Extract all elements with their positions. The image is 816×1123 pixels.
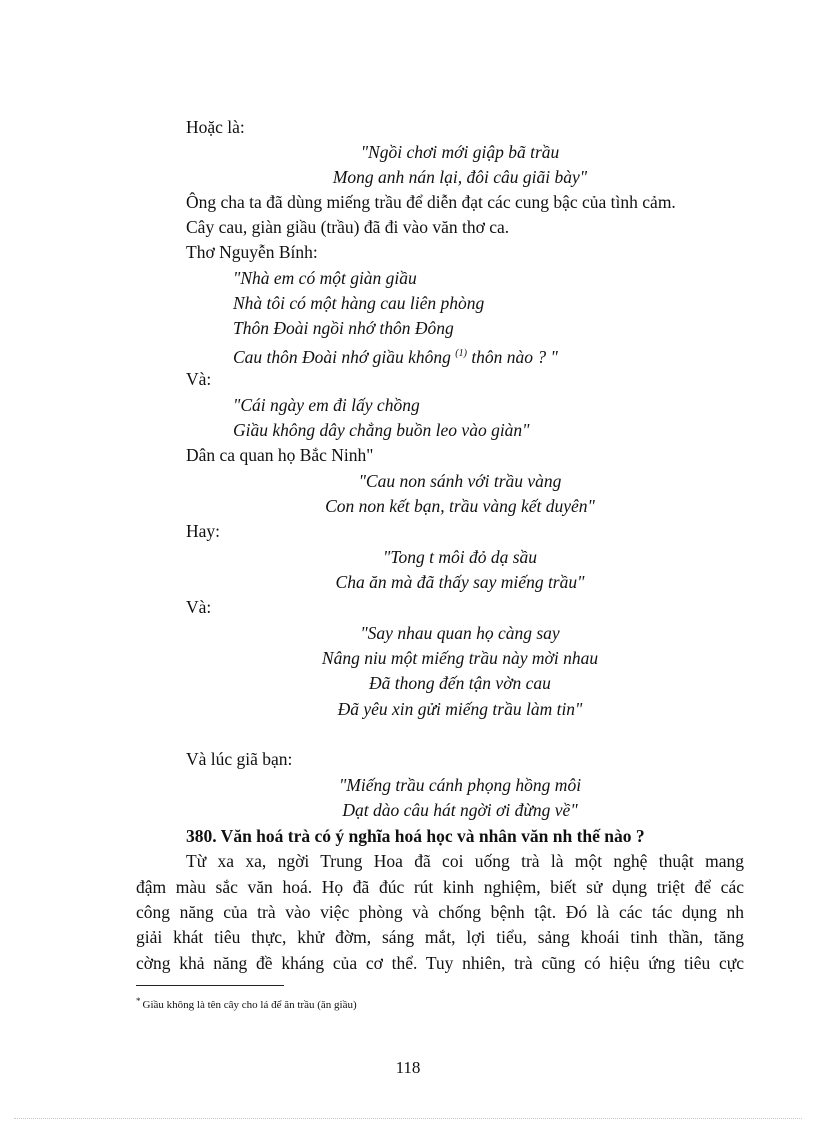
verse-line: Cha ăn mà đã thấy say miếng trầu" [335,572,585,592]
verse-line: "Tong t môi đỏ dạ sầu [382,547,538,567]
verse-line: "Miếng trầu cánh phọng hồng môi [338,775,582,795]
footnote [136,994,357,1012]
page-bottom-border [14,1118,802,1119]
verse-line: Mong anh nán lại, đôi câu giãi bày" [332,167,588,187]
verse-line: "Ngồi chơi mới giập bã trầu [360,142,560,162]
section-heading: 380. Văn hoá trà có ý nghĩa hoá học và nhân văn nh thế nào ? [186,826,645,846]
text-line-hoac-la: Hoặc là: [186,117,245,137]
verse-text: thôn nào ? " [471,347,558,367]
verse-line: "Cái ngày em đi lấy chồng [233,395,420,415]
verse-line: Nhà tôi có một hàng cau liên phòng [233,293,485,313]
verse-line: "Nhà em có một giàn giầu [233,268,417,288]
paragraph-line: giải khát tiêu thực, khử đờm, sáng mắt, lợi tiểu, sảng khoái tinh thần, tăng [136,927,744,947]
verse-line: "Say nhau quan họ càng say [360,623,560,643]
paragraph-line: đậm màu sắc văn hoá. Họ đã đúc rút kinh nghiệm, biết sử dụng triệt để các [136,877,744,897]
verse-line: Thôn Đoài ngồi nhớ thôn Đông [233,318,454,338]
footnote-text: Giầu không là tên cây cho lá để ăn trầu (ăn giầu) [142,999,357,1011]
paragraph-line: Từ xa xa, ngời Trung Hoa đã coi uống trà là một nghệ thuật mang [186,851,744,871]
text-line: Và: [186,597,212,617]
text-line: Và lúc giã bạn: [186,749,293,769]
verse-line: Dạt dào câu hát ngời ơi đừng về" [342,800,578,820]
text-line: Cây cau, giàn giầu (trầu) đã đi vào văn thơ ca. [186,217,510,237]
verse-text: Cau thôn Đoài nhớ giầu không [233,347,451,367]
verse-line-with-footnote [233,342,558,369]
page-number: 118 [395,1058,421,1077]
verse-line: Nâng niu một miếng trầu này mời nhau [321,648,599,668]
footnote-mark: * [136,996,141,1006]
paragraph-line: công năng của trà vào việc phòng và chống bệnh tật. Đó là các tác dụng nh [136,902,744,922]
verse-line: Đã yêu xin gửi miếng trầu làm tin" [337,699,583,719]
text-line: Thơ Nguyễn Bính: [186,242,318,262]
footnote-divider [136,985,284,986]
text-line: Ông cha ta đã dùng miếng trầu để diễn đạt các cung bậc của tình cảm. [186,192,676,212]
text-line: Hay: [186,521,221,541]
text-line: Và: [186,369,212,389]
text-line: Dân ca quan họ Bắc Ninh" [186,445,374,465]
verse-line: Đã thong đến tận vờn cau [369,673,551,693]
footnote-reference: (1) [455,348,467,359]
verse-line: "Cau non sánh với trầu vàng [358,471,562,491]
paragraph-line: cờng khả năng đề kháng của cơ thể. Tuy nhiên, trà cũng có hiệu ứng tiêu cực [136,953,744,973]
verse-line: Giầu không dây chẳng buồn leo vào giàn" [233,420,530,440]
verse-line: Con non kết bạn, trầu vàng kết duyên" [325,496,595,516]
